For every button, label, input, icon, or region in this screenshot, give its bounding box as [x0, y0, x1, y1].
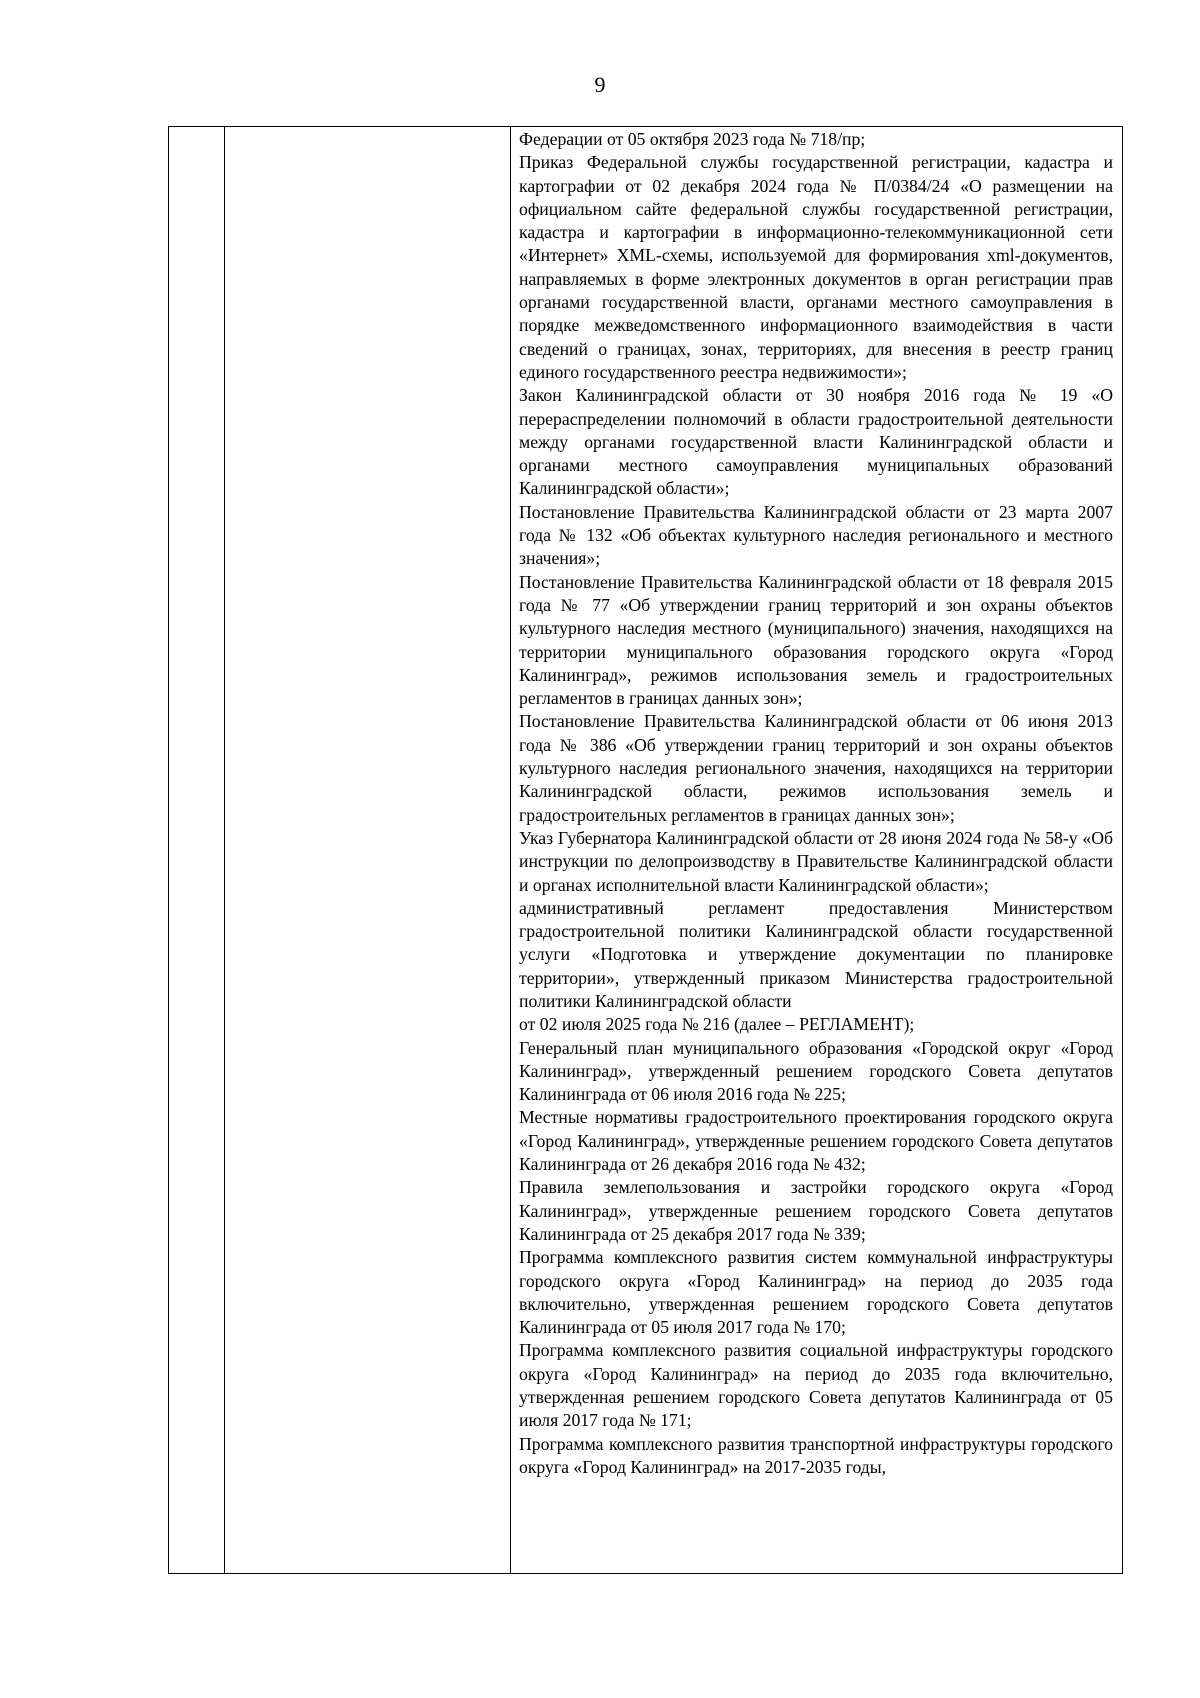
column-divider-2: [510, 127, 511, 1573]
legal-basis-cell: [519, 128, 1113, 1573]
paragraph-transport-program: Программа комплексного развития транспортной инфраструктуры городского округа «Город Калининград» на 2017-2035 годы,: [519, 1433, 1113, 1477]
column-divider-1: [224, 127, 225, 1573]
paragraph-regulation-date: от 02 июля 2025 года № 216 (далее – РЕГЛАМЕНТ);: [519, 1014, 915, 1035]
paragraph-resolution-386: Постановление Правительства Калининградской области от 06 июня 2013 года № 386 «Об утверждении границ территорий и зон охраны объектов культурного наследия регионального значения, находящихся на территории Калининградской области, режимов использования земель и градостроительных регламентов в границах данных зон»;: [519, 711, 1113, 825]
paragraph-social-program: Программа комплексного развития социальной инфраструктуры городского округа «Город Калининград» на период до 2035 года включительно, утвержденная решением городского Совета депутатов Калининграда от 05 июля 2017 года № 171;: [519, 1340, 1113, 1431]
paragraph-resolution-77: Постановление Правительства Калининградской области от 18 февраля 2015 года № 77 «Об утверждении границ территорий и зон охраны объектов культурного наследия местного (муниципального) значения, находящихся на территории муниципального образования городского округа «Город Калининград», режимов использования земель и градостроительных регламентов в границах данных зон»;: [519, 571, 1113, 709]
paragraph-governor-decree: Указ Губернатора Калининградской области от 28 июня 2024 года № 58-у «Об инструкции по делопроизводству в Правительстве Калининградской области и органах исполнительной власти Калининградской области»;: [519, 827, 1113, 895]
paragraph-land-use-rules: Правила землепользования и застройки городского округа «Город Калининград», утвержденные решением городского Совета депутатов Калининграда от 25 декабря 2017 года № 339;: [519, 1177, 1113, 1244]
document-table: [168, 126, 1123, 1574]
page-number: 9: [594, 72, 606, 97]
paragraph-rosreestr-order: Приказ Федеральной службы государственной регистрации, кадастра и картографии от 02 декабря 2024 года № П/0384/24 «О размещении на официальном сайте федеральной службы государственной регистрации, кадастра и картографии в информационно-телекоммуникационной сети «Интернет» XML-схемы, используемой для формирования xml-документов, направляемых в форме электронных документов в орган регистрации прав органами государственной власти, органами местного самоуправления в порядке межведомственного информационного взаимодействия в части сведений о границах, зонах, территориях, для внесения в реестр границ единого государственного реестра недвижимости»;: [519, 152, 1113, 382]
paragraph-resolution-132: Постановление Правительства Калининградской области от 23 марта 2007 года № 132 «Об объектах культурного наследия регионального и местного значения»;: [519, 501, 1113, 569]
paragraph-administrative-regulation: административный регламент предоставления Министерством градостроительной политики Калининградской области государственной услуги «Подготовка и утверждение документации по планировке территории», утвержденный приказом Министерства градостроительной политики Калининградской области: [519, 897, 1113, 1011]
paragraph-federal-order-continuation: Федерации от 05 октября 2023 года № 718/пр;: [519, 129, 866, 149]
paragraph-regional-law: Закон Калининградской области от 30 ноября 2016 года № 19 «О перераспределении полномочий в области градостроительной деятельности между органами государственной власти Калининградской области и органами местного самоуправления муниципальных образований Калининградской области»;: [519, 385, 1113, 499]
paragraph-utility-program: Программа комплексного развития систем коммунальной инфраструктуры городского округа «Город Калининград» на период до 2035 года включительно, утвержденная решением городского Совета депутатов Калининграда от 05 июля 2017 года № 170;: [519, 1247, 1113, 1338]
paragraph-local-standards: Местные нормативы градостроительного проектирования городского округа «Город Калининград», утвержденные решением городского Совета депутатов Калининграда от 26 декабря 2016 года № 432;: [519, 1107, 1113, 1175]
paragraph-general-plan: Генеральный план муниципального образования «Городской округ «Город Калининград», утвержденный решением городского Совета депутатов Калининграда от 06 июля 2016 года № 225;: [519, 1037, 1113, 1105]
